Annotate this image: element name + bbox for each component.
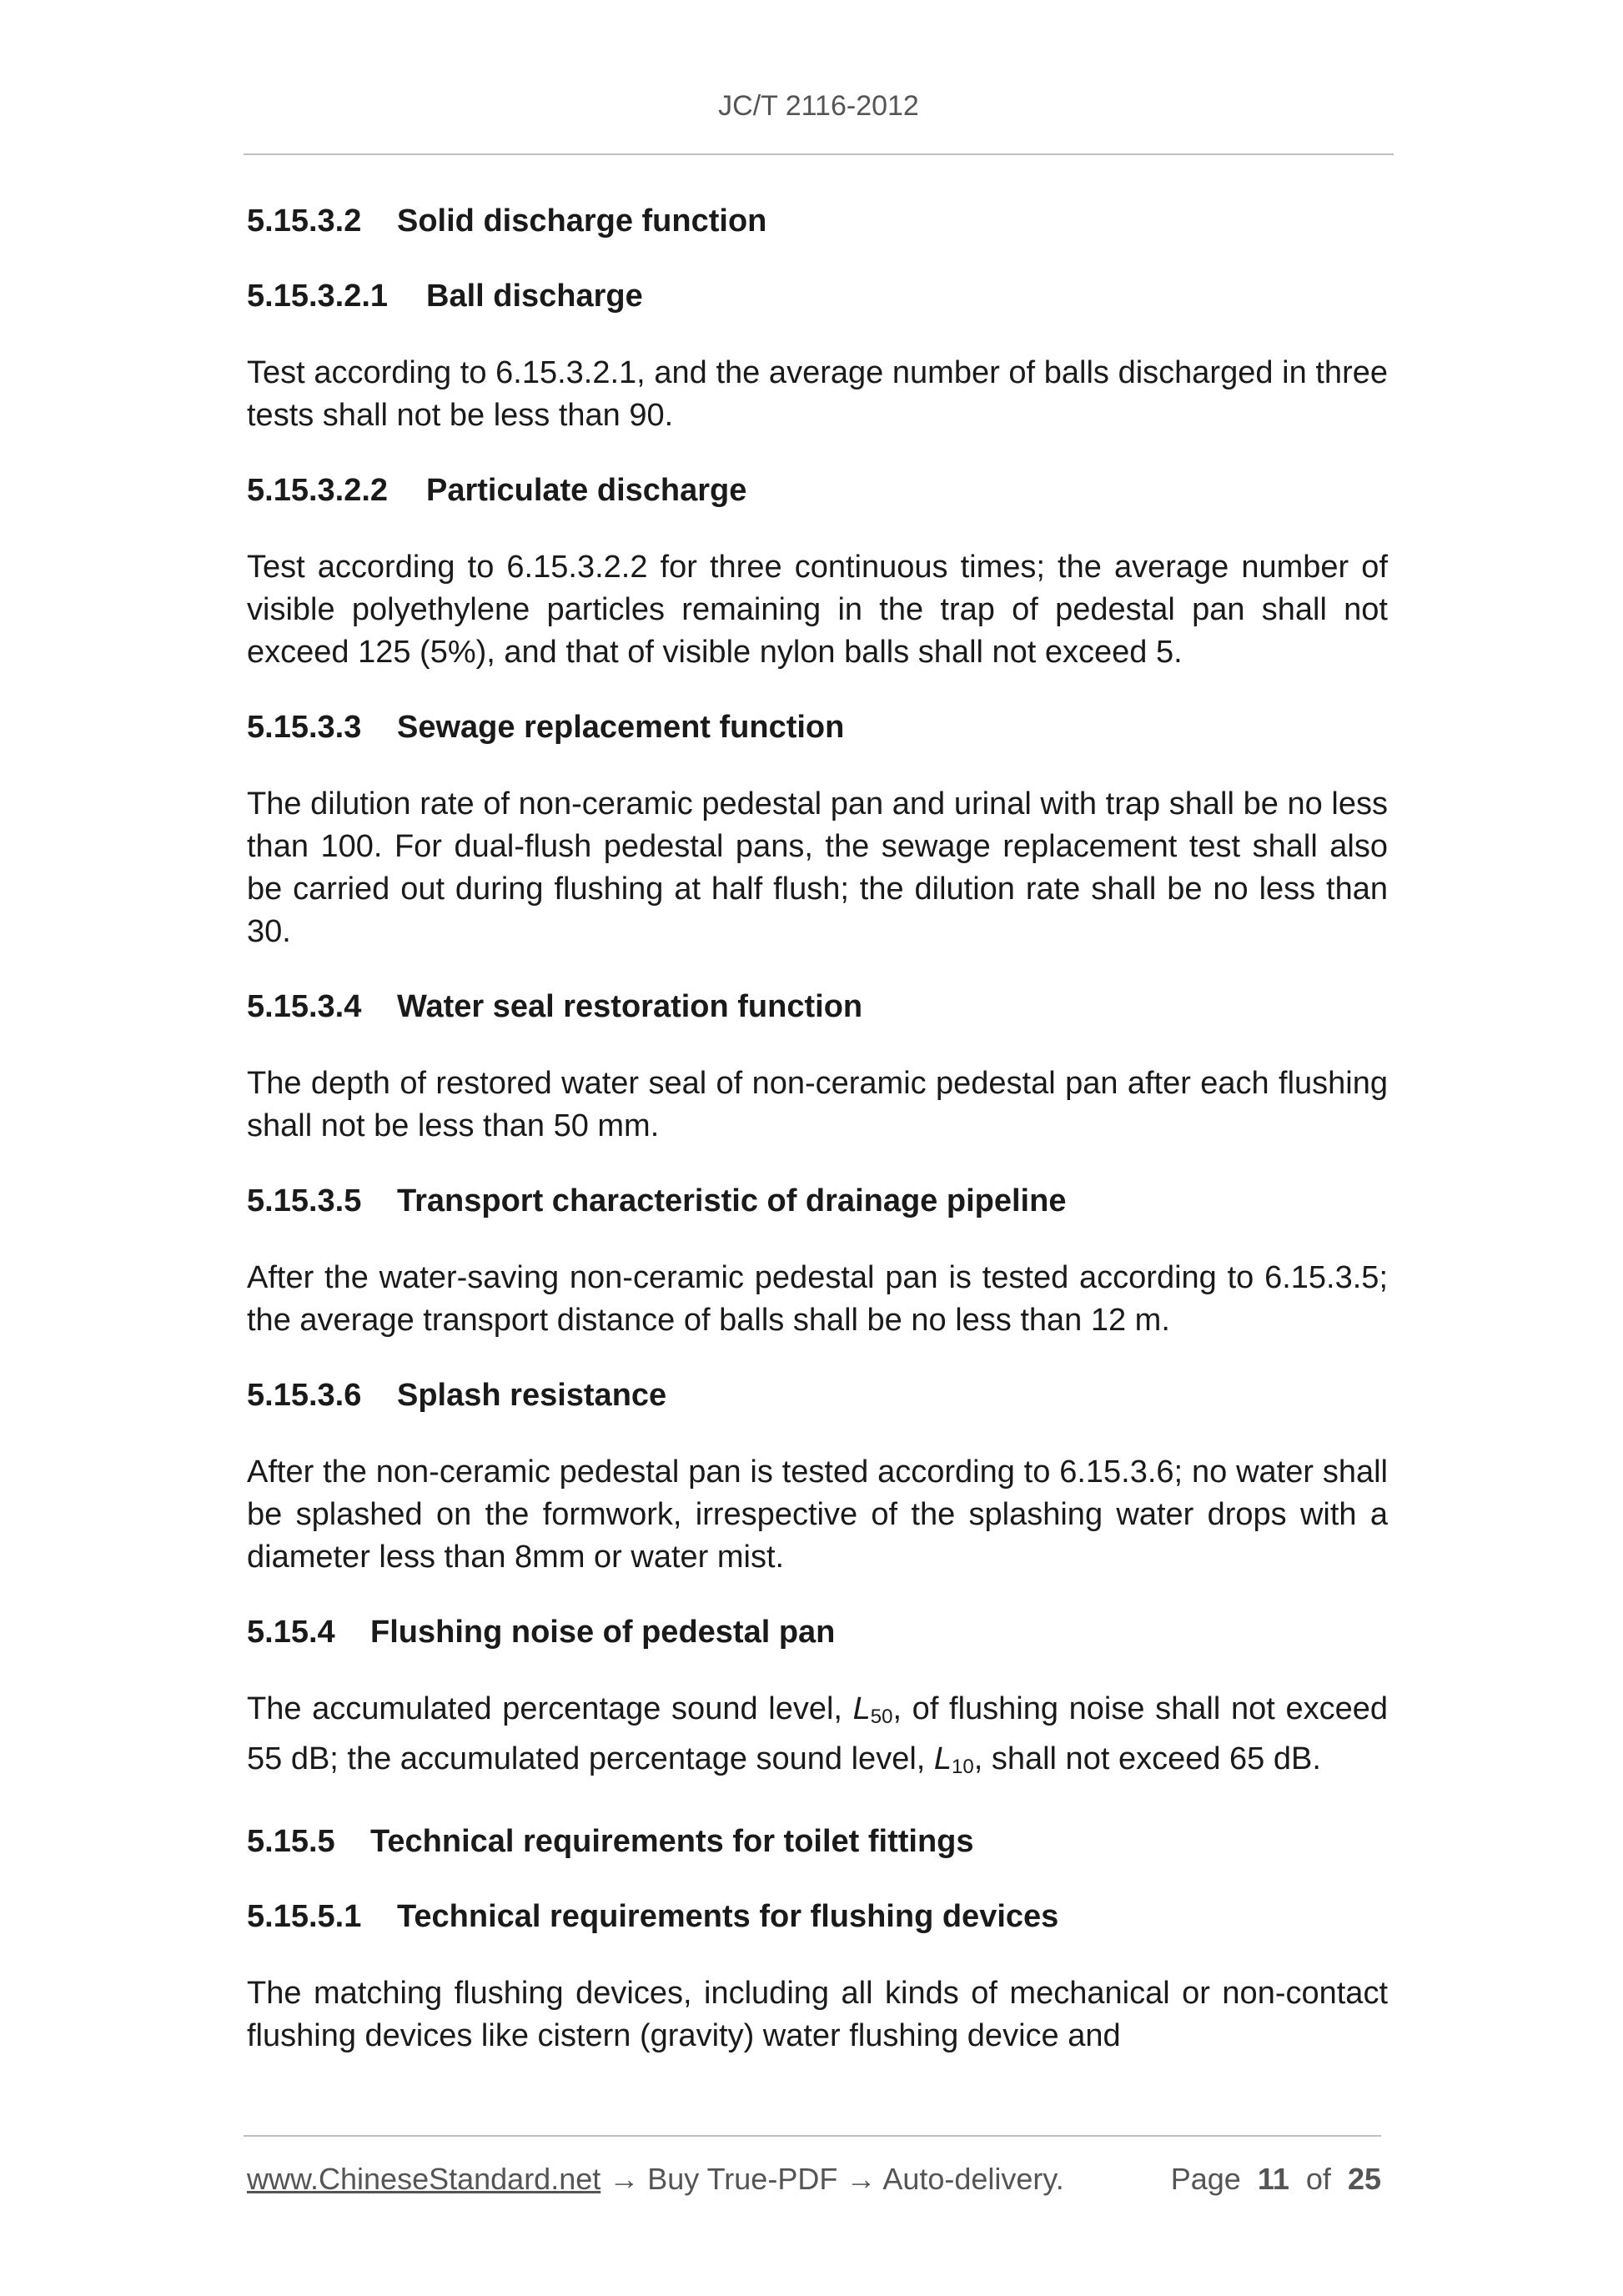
paragraph	[247, 1688, 1388, 1788]
section-heading	[247, 1376, 1388, 1414]
section-number: 5.15.3.4	[247, 989, 362, 1024]
section-number: 5.15.3.3	[247, 710, 362, 745]
footer-divider	[244, 2135, 1381, 2137]
paragraph: The depth of restored water seal of non-ceramic pedestal pan after each flushing shall not be less than 50 mm.	[247, 1066, 1388, 1143]
footer	[247, 2162, 1381, 2197]
paragraph-text: , shall not exceed 65 dB.	[973, 1741, 1321, 1776]
section-title: Water seal restoration function	[397, 989, 863, 1024]
sound-level-symbol: L	[852, 1691, 871, 1726]
section-heading	[247, 708, 1388, 746]
section-heading	[247, 1822, 1388, 1861]
section-number: 5.15.3.2	[247, 203, 362, 239]
website-link[interactable]: www.ChineseStandard.net	[247, 2162, 601, 2196]
header-divider	[244, 153, 1394, 155]
section-title: Ball discharge	[426, 279, 643, 314]
section-number: 5.15.3.2.1	[247, 279, 389, 314]
paragraph: Test according to 6.15.3.2.1, and the average number of balls discharged in three tests shall not be less than 90.	[247, 355, 1388, 433]
sound-level-subscript: 10	[952, 1756, 974, 1778]
section-title: Technical requirements for flushing devices	[397, 1899, 1059, 1934]
paragraph: After the non-ceramic pedestal pan is tested according to 6.15.3.6; no water shall be splashed on the formwork, irrespective of the splashing water drops with a diameter less than 8mm or water mist.	[247, 1454, 1388, 1575]
section-number: 5.15.3.5	[247, 1183, 362, 1218]
paragraph: After the water-saving non-ceramic pedestal pan is tested according to 6.15.3.5; the average transport distance of balls shall be no less than 12 m.	[247, 1260, 1388, 1338]
section-title: Splash resistance	[397, 1378, 667, 1413]
section-heading	[247, 1897, 1388, 1936]
section-title: Flushing noise of pedestal pan	[370, 1615, 836, 1650]
footer-promo-text: → Buy True-PDF → Auto-delivery.	[600, 2162, 1064, 2196]
paragraph: The matching flushing devices, including all kinds of mechanical or non-contact flushing devices like cistern (gravity) water flushing device and	[247, 1976, 1388, 2053]
page-indicator	[1171, 2162, 1381, 2197]
sound-level-symbol: L	[933, 1741, 952, 1776]
paragraph: Test according to 6.15.3.2.2 for three continuous times; the average number of visible polyethylene particles remaining in the trap of pedestal pan shall not exceed 125 (5%), and that of visible nylon balls shall not exceed 5.	[247, 550, 1388, 670]
page-word: Page	[1170, 2162, 1241, 2196]
document-id-header: JC/T 2116-2012	[718, 90, 919, 122]
section-heading	[247, 1182, 1388, 1220]
document-body	[247, 202, 1388, 2092]
section-number: 5.15.5.1	[247, 1899, 362, 1934]
section-number: 5.15.3.6	[247, 1378, 362, 1413]
section-heading	[247, 202, 1388, 240]
section-title: Solid discharge function	[397, 203, 767, 239]
section-number: 5.15.5	[247, 1824, 335, 1859]
page-total: 25	[1347, 2162, 1381, 2196]
section-heading	[247, 987, 1388, 1026]
section-number: 5.15.4	[247, 1615, 335, 1650]
section-heading	[247, 1613, 1388, 1651]
section-title: Particulate discharge	[426, 473, 747, 508]
page-number: 11	[1257, 2162, 1289, 2196]
section-title: Technical requirements for toilet fittings	[370, 1824, 974, 1859]
section-number: 5.15.3.2.2	[247, 473, 389, 508]
paragraph-text: The accumulated percentage sound level,	[247, 1691, 853, 1726]
section-title: Sewage replacement function	[397, 710, 845, 745]
paragraph: The dilution rate of non-ceramic pedestal pan and urinal with trap shall be no less than 100. For dual-flush pedestal pans, the sewage replacement test shall also be carried out during flushing at half flush; the dilution rate shall be no less than 30.	[247, 786, 1388, 949]
section-heading	[247, 277, 1388, 315]
of-word: of	[1305, 2162, 1331, 2196]
paragraph-text: , of flushing noise shall not exceed 55 dB; the accumulated percentage sound level,	[247, 1691, 1388, 1776]
sound-level-subscript: 50	[870, 1706, 893, 1728]
section-heading	[247, 471, 1388, 510]
section-title: Transport characteristic of drainage pipeline	[397, 1183, 1067, 1218]
